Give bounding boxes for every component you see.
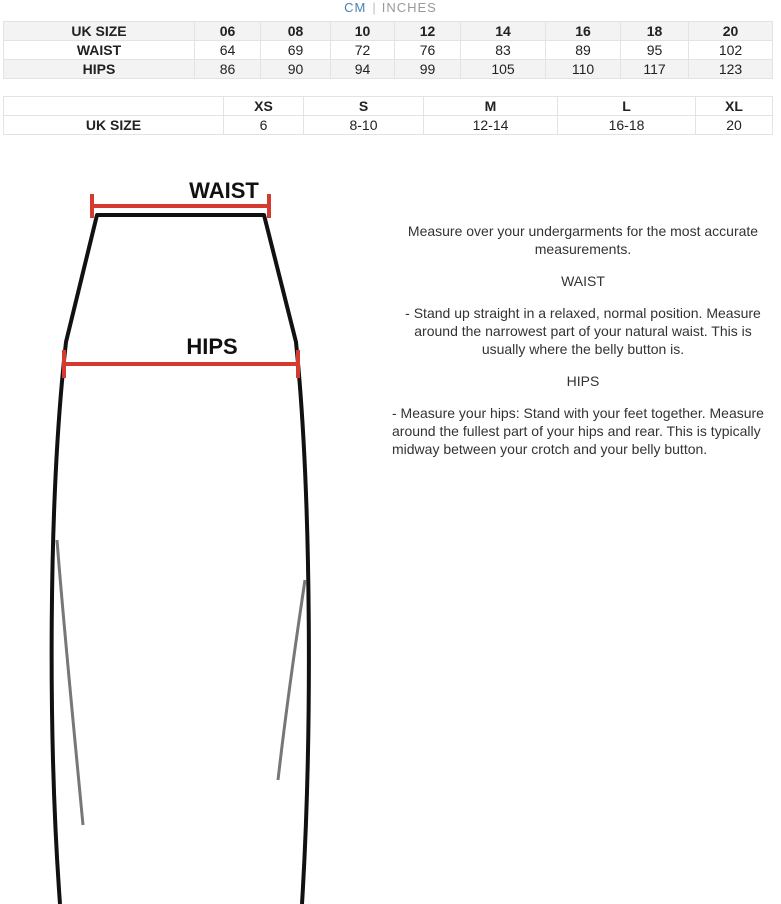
row-label: WAIST <box>4 41 195 60</box>
row-label: HIPS <box>4 60 195 79</box>
table-header-cell: XS <box>224 97 304 116</box>
table-row-hips <box>4 60 773 79</box>
table-cell: 105 <box>461 60 546 79</box>
table-cell: 8-10 <box>304 116 424 135</box>
hips-measure-line <box>64 350 298 378</box>
table-header-cell: XL <box>696 97 773 116</box>
skirt-diagram <box>0 160 360 904</box>
table-header-cell: 12 <box>395 22 461 41</box>
skirt-outline <box>52 215 309 904</box>
table-cell: 110 <box>546 60 621 79</box>
size-conversion-table <box>3 96 773 135</box>
table-cell: 69 <box>261 41 331 60</box>
guide-waist-heading: WAIST <box>561 273 605 289</box>
table-header-cell: 10 <box>331 22 395 41</box>
table-row-waist <box>4 41 773 60</box>
unit-cm-button[interactable]: CM <box>344 0 367 15</box>
table-header-cell: S <box>304 97 424 116</box>
table-header-row <box>4 97 773 116</box>
table-cell: 72 <box>331 41 395 60</box>
table-cell: 83 <box>461 41 546 60</box>
table-row-uk-size <box>4 116 773 135</box>
table-header-cell: 06 <box>195 22 261 41</box>
row-label: UK SIZE <box>4 116 224 135</box>
table-header-cell: 14 <box>461 22 546 41</box>
table-header-row <box>4 22 773 41</box>
table-cell: 90 <box>261 60 331 79</box>
guide-hips-heading: HIPS <box>566 373 600 389</box>
table-header-cell: 16 <box>546 22 621 41</box>
table-cell: 16-18 <box>558 116 696 135</box>
table-header-cell: 18 <box>621 22 689 41</box>
fold-line-right <box>278 580 305 780</box>
table-header-cell <box>4 97 224 116</box>
table-header-cell: M <box>424 97 558 116</box>
table-cell: 95 <box>621 41 689 60</box>
unit-inches-button[interactable]: INCHES <box>381 0 437 15</box>
table-cell: 99 <box>395 60 461 79</box>
fold-line-left <box>57 540 83 825</box>
table-cell: 76 <box>395 41 461 60</box>
table-cell: 20 <box>696 116 773 135</box>
table-cell: 102 <box>689 41 773 60</box>
unit-toggle <box>0 0 781 16</box>
table-cell: 123 <box>689 60 773 79</box>
guide-hips-text: - Measure your hips: Stand with your feet together. Measure around the fullest part of your hips and rear. This is typically midway between your crotch and your belly button. <box>392 405 764 457</box>
measurement-table <box>3 21 773 79</box>
table-header-cell: 08 <box>261 22 331 41</box>
table-cell: 64 <box>195 41 261 60</box>
waist-label: WAIST <box>189 178 259 203</box>
table-cell: 12-14 <box>424 116 558 135</box>
table-cell: 94 <box>331 60 395 79</box>
table-header-cell: 20 <box>689 22 773 41</box>
guide-waist-text: - Stand up straight in a relaxed, normal position. Measure around the narrowest part of your natural waist. This is usually where the belly button is. <box>405 305 761 357</box>
hips-label: HIPS <box>186 334 238 359</box>
table-cell: 89 <box>546 41 621 60</box>
unit-separator: | <box>372 0 376 15</box>
table-header-cell: UK SIZE <box>4 22 195 41</box>
table-cell: 86 <box>195 60 261 79</box>
table-cell: 6 <box>224 116 304 135</box>
table-header-cell: L <box>558 97 696 116</box>
measuring-guide <box>392 222 774 458</box>
guide-intro: Measure over your undergarments for the most accurate measurements. <box>407 223 759 257</box>
table-cell: 117 <box>621 60 689 79</box>
